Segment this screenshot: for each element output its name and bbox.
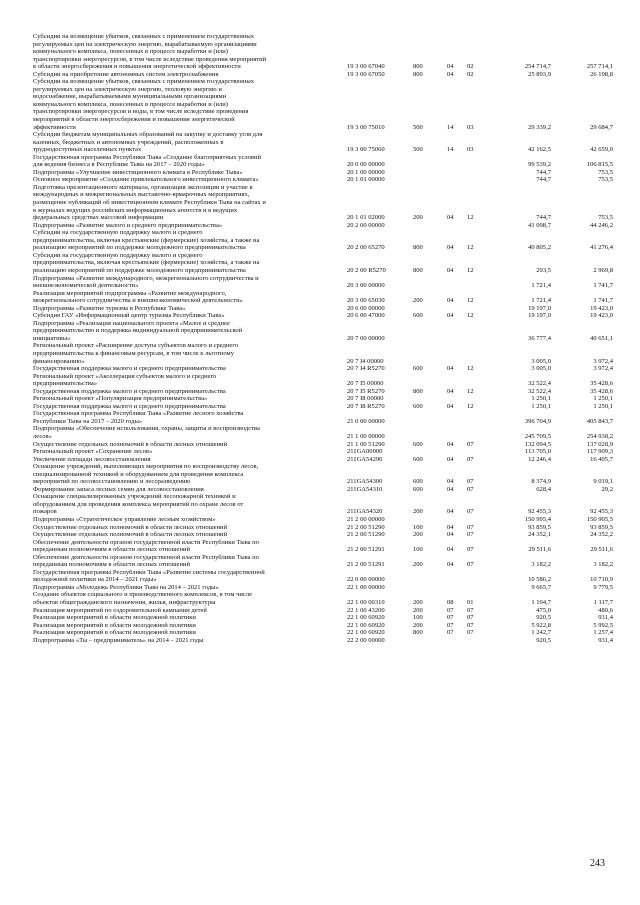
target-article-code: 211GA54320 [347, 508, 383, 516]
subsection-code: 07 [467, 440, 474, 448]
amount-year-1: 293,5 [536, 266, 551, 274]
expense-type-code: 500 [413, 123, 423, 131]
amount-year-2: 3 972,4 [593, 357, 613, 365]
amount-year-2: 2 969,8 [593, 266, 613, 274]
table-row [33, 252, 618, 275]
table-row [33, 531, 618, 539]
amount-year-1: 475,0 [536, 606, 551, 614]
target-article-code: 22 1 00 00000 [347, 583, 385, 591]
expense-type-code: 200 [413, 297, 423, 305]
expense-type-code: 100 [413, 523, 423, 531]
amount-year-2: 1 250,1 [593, 395, 613, 403]
amount-year-2: 106 815,5 [586, 161, 613, 169]
target-article-code: 22 1 00 00310 [347, 599, 385, 607]
amount-year-2: 405 843,7 [586, 417, 613, 425]
amount-year-2: 257 714,1 [586, 63, 613, 71]
subsection-code: 02 [467, 63, 474, 71]
target-article-code: 21 1 00 51290 [347, 440, 385, 448]
section-code: 04 [447, 478, 454, 486]
table-row [33, 448, 618, 456]
amount-year-1: 3 005,0 [531, 357, 551, 365]
row-description: Оснащение учреждений, выполняющих мероприятия по воспроизводству лесов, специализированной техникой и оборудованием для проведения комплекса мероприятий по лесовосстановлению и лесоразведению [33, 463, 259, 486]
amount-year-2: 753,5 [598, 176, 613, 184]
subsection-code: 07 [467, 508, 474, 516]
amount-year-2: 1 741,7 [593, 282, 613, 290]
table-row [33, 614, 618, 622]
amount-year-2: 3 972,4 [593, 365, 613, 373]
target-article-code: 20 1 01 00000 [347, 176, 385, 184]
subsection-code: 12 [467, 266, 474, 274]
target-article-code: 211GA54290 [347, 455, 383, 463]
amount-year-1: 254 714,7 [524, 63, 551, 71]
row-description: Региональный проект «Сохранение лесов» [33, 448, 153, 456]
table-row [33, 365, 618, 373]
target-article-code: 22 0 00 00000 [347, 576, 385, 584]
table-row [33, 320, 618, 343]
section-code: 14 [447, 146, 454, 154]
expense-type-code: 200 [413, 621, 423, 629]
table-row [33, 410, 618, 425]
section-code: 04 [447, 561, 454, 569]
section-code: 04 [447, 546, 454, 554]
row-description: Государственная поддержка малого и среднего предпринимательства [33, 387, 226, 395]
subsection-code: 02 [467, 70, 474, 78]
subsection-code: 07 [467, 606, 474, 614]
amount-year-2: 93 859,5 [590, 523, 613, 531]
table-row [33, 516, 618, 524]
subsection-code: 07 [467, 561, 474, 569]
expense-type-code: 600 [413, 402, 423, 410]
amount-year-1: 99 539,2 [528, 161, 551, 169]
subsection-code: 12 [467, 387, 474, 395]
target-article-code: 20 2 00 R5270 [347, 266, 386, 274]
row-description: Региональный проект «Расширение доступа субъектов малого и среднего предпринимательства к финансовым ресурсам, в том числе к льготному финансированию» [33, 342, 239, 365]
row-description: Создание объектов социального и производственного комплексов, в том числе объектов общегражданского назначения, жилья, инфраструктуры [33, 591, 252, 607]
amount-year-2: 150 905,5 [586, 516, 613, 523]
amount-year-2: 24 352,2 [590, 531, 613, 539]
amount-year-2: 753,5 [598, 214, 613, 222]
amount-year-2: 137 028,9 [586, 440, 613, 448]
expense-type-code: 500 [413, 146, 423, 154]
amount-year-1: 1 721,4 [531, 297, 551, 305]
section-code: 04 [447, 531, 454, 539]
table-row [33, 222, 618, 230]
section-code: 04 [447, 387, 454, 395]
table-row [33, 395, 618, 403]
row-description: Осуществление отдельных полномочий в области лесных отношений [33, 531, 228, 539]
expense-type-code: 200 [413, 531, 423, 539]
expense-type-code: 100 [413, 546, 423, 554]
row-description: Подпрограмма «Обеспечение использования, охраны, защиты и воспроизводства лесов» [33, 425, 260, 440]
section-code: 07 [447, 621, 454, 629]
subsection-code: 12 [467, 312, 474, 320]
amount-year-1: 744,7 [536, 176, 551, 184]
table-row [33, 184, 618, 222]
row-description: Подпрограмма «Ты – предприниматель» на 2014 – 2021 годы [33, 636, 204, 644]
amount-year-2: 92 455,3 [590, 508, 613, 516]
target-article-code: 20 7 I8 00000 [347, 395, 384, 403]
amount-year-2: 1 741,7 [593, 297, 613, 305]
row-description: Субсидии бюджетам муниципальных образований на закупку и доставку угля для казенных, бюджетных и автономных учреждений, расположенных в труднодоступных населенных пунктах [33, 131, 263, 154]
target-article-code: 20 3 00 65030 [347, 297, 385, 305]
expense-type-code: 600 [413, 485, 423, 493]
section-code: 04 [447, 63, 454, 71]
section-code: 04 [447, 508, 454, 516]
subsection-code: 12 [467, 297, 474, 305]
amount-year-2: 5 992,5 [593, 621, 613, 629]
expense-type-code: 100 [413, 614, 423, 622]
expense-type-code: 200 [413, 214, 423, 222]
amount-year-1: 42 162,5 [528, 146, 551, 154]
expense-type-code: 800 [413, 63, 423, 71]
row-description: Государственная программа Республики Тыва «Развитие системы государственной молодежной политики на 2014 – 2021 годы» [33, 568, 265, 584]
amount-year-2: 480,6 [598, 606, 613, 614]
row-description: Реализация мероприятий в области молодежной политики [33, 629, 196, 637]
target-article-code: 22 1 00 60920 [347, 629, 385, 637]
table-row [33, 539, 618, 554]
subsection-code: 01 [467, 599, 474, 607]
target-article-code: 21 1 00 00000 [347, 432, 385, 440]
expense-type-code: 600 [413, 440, 423, 448]
target-article-code: 20 3 00 00000 [347, 282, 385, 290]
row-description: Субсидии на государственную поддержку малого и среднего предпринимательства, включая крестьянские (фермерские) хозяйства, а также на реализацию мероприятий по поддержке молодежного предпринимательства [33, 229, 260, 252]
target-article-code: 22 1 00 60920 [347, 614, 385, 622]
target-article-code: 211GA54310 [347, 485, 383, 493]
table-row [33, 441, 618, 449]
target-article-code: 211GA00000 [347, 448, 383, 456]
target-article-code: 21 2 00 51291 [347, 546, 385, 554]
row-description: Увеличение площади лесовосстановления [33, 455, 151, 463]
row-description: Государственная поддержка малого и среднего предпринимательства [33, 402, 226, 410]
table-row [33, 554, 618, 569]
row-description: Государственная программа Республики Тыва «Создание благоприятных условий для ведения бизнеса в Республике Тыва на 2017 – 2020 годы» [33, 153, 262, 169]
amount-year-1: 25 893,9 [528, 70, 551, 78]
subsection-code: 12 [467, 365, 474, 373]
row-description: Осуществление отдельных полномочий в области лесных отношений [33, 523, 228, 531]
expense-type-code: 600 [413, 455, 423, 463]
amount-year-2: 40 651,1 [590, 334, 613, 342]
row-description: Подпрограмма «Стратегическое управление лесным хозяйством» [33, 516, 216, 523]
target-article-code: 20 2 00 00000 [347, 221, 385, 229]
amount-year-2: 9 019,1 [593, 478, 613, 486]
table-row [33, 312, 618, 320]
row-description: Оснащение специализированных учреждений лесопожарной техникой и оборудованием для проведения комплекса мероприятий по охране лесов от пожаров [33, 493, 244, 516]
row-description: Реализация мероприятий подпрограммы «Развитие международного, межрегионального сотрудничества и внешнеэкономической деятельности» [33, 289, 243, 305]
target-article-code: 21 2 00 51290 [347, 523, 385, 531]
target-article-code: 19 3 00 75060 [347, 146, 385, 154]
expense-type-code: 800 [413, 70, 423, 78]
table-row [33, 275, 618, 290]
row-description: Обеспечение деятельности органов государственной власти Республики Тыва по переданным полномочиям в области лесных отношений [33, 553, 259, 569]
amount-year-2: 1 250,1 [593, 402, 613, 410]
expense-type-code: 600 [413, 478, 423, 486]
row-description: Государственная поддержка малого и среднего предпринимательства [33, 365, 226, 373]
table-row [33, 403, 618, 411]
row-description: Субсидии на возмещение убытков, связанных с применением государственных регулируемых цен на электрическую энергию, вырабатываемую организациями коммунального комплекса, понесенных в процессе выработки и (или) транспортировки энергоресурсов, в том числе вследствие проведения мероприятий в области энергосбережения и повышения энергетической эффективности [33, 33, 267, 71]
subsection-code: 07 [467, 455, 474, 463]
expense-type-code: 600 [413, 365, 423, 373]
expense-type-code: 800 [413, 629, 423, 637]
row-description: Реализация мероприятий по оздоровительной кампании детей [33, 606, 207, 614]
table-row [33, 305, 618, 313]
target-article-code: 21 2 00 51291 [347, 561, 385, 569]
row-description: Подготовка презентационного материала, организация экспозиции и участие в международных и межрегиональных выставочно-ярмарочных мероприятиях, размещение публикаций об инвестиционном климате Республики Тыва на сайтах и в журналах ведущих российских информационных агентств и в ведущих федеральных средствах массовой информации [33, 183, 266, 222]
table-row [33, 154, 618, 169]
target-article-code: 20 6 00 47000 [347, 312, 385, 320]
row-description: Формирование запаса лесных семян для лесовосстановления [33, 485, 204, 493]
amount-year-1: 920,5 [536, 636, 551, 644]
row-description: Подпрограмма «Развитие туризма в Республике Тыва» [33, 304, 186, 312]
table-row [33, 131, 618, 154]
table-row [33, 607, 618, 615]
section-code: 08 [447, 599, 454, 607]
table-row [33, 629, 618, 637]
amount-year-2: 41 276,4 [590, 244, 613, 252]
amount-year-1: 1 104,7 [531, 599, 551, 607]
row-description: Субсидии на государственную поддержку малого и среднего предпринимательства, включая крестьянские (фермерские) хозяйства, а также на реализацию мероприятий по поддержке молодежного предпринимательства [33, 251, 260, 274]
amount-year-1: 132 094,5 [524, 440, 551, 448]
target-article-code: 22 2 00 00000 [347, 636, 385, 644]
amount-year-2: 42 659,0 [590, 146, 613, 154]
section-code: 07 [447, 629, 454, 637]
amount-year-1: 245 709,5 [524, 432, 551, 440]
table-row [33, 637, 618, 645]
table-row [33, 584, 618, 592]
target-article-code: 19 3 00 75010 [347, 123, 385, 131]
amount-year-1: 9 665,7 [531, 583, 551, 591]
amount-year-1: 41 098,7 [528, 221, 551, 229]
row-description: Региональный проект «Акселерация субъектов малого и среднего предпринимательства» [33, 372, 217, 388]
target-article-code: 20 7 I5 R5270 [347, 387, 385, 395]
target-article-code: 21 0 00 00000 [347, 417, 385, 425]
amount-year-2: 9 779,5 [593, 583, 613, 591]
amount-year-2: 753,5 [598, 168, 613, 176]
subsection-code: 03 [467, 123, 474, 131]
target-article-code: 22 1 00 60920 [347, 621, 385, 629]
amount-year-1: 744,7 [536, 214, 551, 222]
row-description: Субсидии на приобретение автономных систем электроснабжения [33, 70, 219, 78]
table-row [33, 78, 618, 131]
amount-year-2: 10 710,9 [590, 576, 613, 584]
section-code: 04 [447, 244, 454, 252]
amount-year-1: 744,7 [536, 168, 551, 176]
row-description: Государственная программа Республики Тыва «Развитие лесного хозяйства Республики Тыва на 2017 – 2020 годы» [33, 410, 244, 425]
amount-year-1: 32 522,4 [528, 387, 551, 395]
table-row [33, 425, 618, 440]
target-article-code: 20 7 I5 00000 [347, 380, 384, 388]
amount-year-1: 93 859,5 [528, 523, 551, 531]
section-code: 14 [447, 123, 454, 131]
row-description: Реализация мероприятий в области молодежной политики [33, 614, 196, 622]
table-row [33, 342, 618, 365]
row-description: Подпрограмма «Улучшение инвестиционного климата в Республике Тыва» [33, 168, 243, 176]
row-description: Субсидия ГАУ «Информационный центр туризма Республики Тыва» [33, 312, 225, 320]
table-row [33, 524, 618, 532]
subsection-code: 03 [467, 146, 474, 154]
row-description: Субсидии на возмещение убытков, связанных с применением государственных регулируемых цен на электрическую энергию, тепловую энергию и водоснабжение, вырабатываемыми муниципальными организациями коммунального комплекса, понесенных в процессе выработки и (или) транспортировки энергоресурсов и воды, в том числе вследствие проведения мероприятий в области энергосбережения и повышения энергетической эффективности [33, 78, 255, 131]
target-article-code: 20 2 00 65270 [347, 244, 385, 252]
amount-year-1: 10 586,2 [528, 576, 551, 584]
target-article-code: 20 7 I4 00000 [347, 357, 384, 365]
budget-table [33, 33, 618, 644]
expense-type-code: 200 [413, 561, 423, 569]
amount-year-1: 5 922,8 [531, 621, 551, 629]
target-article-code: 211GA54300 [347, 478, 383, 486]
target-article-code: 19 3 00 67040 [347, 63, 385, 71]
table-row [33, 622, 618, 630]
amount-year-2: 16 405,7 [590, 455, 613, 463]
expense-type-code: 200 [413, 599, 423, 607]
row-description: Обеспечение деятельности органов государственной власти Республики Тыва по переданным полномочиям в области лесных отношений [33, 538, 259, 554]
amount-year-1: 920,5 [536, 614, 551, 622]
amount-year-1: 1 250,1 [531, 402, 551, 410]
amount-year-1: 113 705,0 [525, 448, 551, 456]
expense-type-code: 600 [413, 312, 423, 320]
section-code: 04 [447, 402, 454, 410]
section-code: 04 [447, 365, 454, 373]
table-row [33, 373, 618, 388]
row-description: Основное мероприятие «Создание привлекательного инвестиционного климата» [33, 176, 259, 184]
row-description: Подпрограмма «Молодежь Республики Тыва на 2014 – 2021 годы» [33, 583, 219, 591]
amount-year-2: 1 257,4 [593, 629, 613, 637]
amount-year-1: 92 455,3 [528, 508, 551, 516]
amount-year-1: 12 246,4 [528, 455, 551, 463]
amount-year-1: 29 511,6 [528, 546, 551, 554]
target-article-code: 20 7 I4 R5270 [347, 365, 385, 373]
amount-year-2: 26 198,8 [590, 70, 613, 78]
section-code: 04 [447, 455, 454, 463]
table-row [33, 463, 618, 486]
target-article-code: 20 1 01 02000 [347, 214, 385, 222]
amount-year-1: 32 522,4 [528, 380, 551, 388]
table-row [33, 486, 618, 494]
table-row [33, 456, 618, 464]
amount-year-2: 931,4 [598, 636, 613, 644]
amount-year-2: 29 511,6 [590, 546, 613, 554]
row-description: Осуществление отдельных полномочий в области лесных отношений [33, 440, 228, 448]
amount-year-2: 19 423,0 [590, 312, 613, 320]
section-code: 04 [447, 523, 454, 531]
amount-year-2: 117 909,3 [587, 448, 613, 456]
row-description: Подпрограмма «Реализация национального проекта «Малое и среднее предпринимательство и поддержка индивидуальной предпринимательской инициативы» [33, 319, 243, 342]
subsection-code: 07 [467, 621, 474, 629]
target-article-code: 20 7 00 00000 [347, 334, 385, 342]
table-row [33, 591, 618, 606]
amount-year-2: 35 428,6 [590, 380, 613, 388]
expense-type-code: 800 [413, 266, 423, 274]
row-description: Региональный проект «Популяризация предпринимательства» [33, 395, 208, 403]
subsection-code: 07 [467, 546, 474, 554]
amount-year-2: 35 428,6 [590, 387, 613, 395]
row-description: Подпрограмма «Развитие малого и среднего предпринимательства» [33, 221, 223, 229]
amount-year-2: 254 938,2 [586, 432, 613, 440]
amount-year-2: 1 117,7 [593, 599, 613, 607]
target-article-code: 22 1 00 43200 [347, 606, 385, 614]
subsection-code: 07 [467, 523, 474, 531]
table-row [33, 290, 618, 305]
amount-year-1: 396 704,9 [524, 417, 551, 425]
amount-year-1: 1 250,1 [531, 395, 551, 403]
section-code: 07 [447, 614, 454, 622]
table-row [33, 229, 618, 252]
table-row [33, 569, 618, 584]
amount-year-2: 44 246,2 [590, 221, 613, 229]
target-article-code: 20 1 00 00000 [347, 168, 385, 176]
table-row [33, 493, 618, 516]
section-code: 07 [447, 606, 454, 614]
section-code: 04 [447, 485, 454, 493]
target-article-code: 20 6 00 00000 [347, 304, 385, 312]
amount-year-2: 931,4 [598, 614, 613, 622]
subsection-code: 07 [467, 478, 474, 486]
expense-type-code: 200 [413, 508, 423, 516]
target-article-code: 20 7 I8 R5270 [347, 402, 385, 410]
table-row [33, 388, 618, 396]
expense-type-code: 800 [413, 387, 423, 395]
row-description: Подпрограмма «Развитие международного, межрегионального сотрудничества и внешнеэкономической деятельности» [33, 274, 259, 290]
target-article-code: 21 2 00 00000 [347, 516, 385, 523]
amount-year-1: 3 182,2 [531, 561, 551, 569]
amount-year-2: 19 423,0 [590, 304, 613, 312]
section-code: 04 [447, 214, 454, 222]
amount-year-1: 29 339,2 [528, 123, 551, 131]
table-row [33, 169, 618, 177]
section-code: 04 [447, 312, 454, 320]
section-code: 04 [447, 70, 454, 78]
table-row [33, 176, 618, 184]
subsection-code: 07 [467, 629, 474, 637]
amount-year-2: 29 684,7 [590, 123, 613, 131]
target-article-code: 20 0 00 00000 [347, 161, 385, 169]
subsection-code: 07 [467, 614, 474, 622]
section-code: 04 [447, 266, 454, 274]
amount-year-1: 19 197,0 [528, 312, 551, 320]
table-row [33, 71, 618, 79]
page-number: 243 [590, 858, 605, 869]
row-description: Реализация мероприятий в области молодежной политики [33, 621, 196, 629]
amount-year-2: 3 182,2 [593, 561, 613, 569]
section-code: 04 [447, 440, 454, 448]
amount-year-1: 628,4 [536, 485, 551, 493]
amount-year-1: 1 242,7 [531, 629, 551, 637]
subsection-code: 12 [467, 244, 474, 252]
target-article-code: 19 3 00 67050 [347, 70, 385, 78]
subsection-code: 12 [467, 402, 474, 410]
amount-year-1: 8 374,9 [531, 478, 551, 486]
amount-year-1: 19 197,0 [528, 304, 551, 312]
section-code: 04 [447, 297, 454, 305]
subsection-code: 07 [467, 531, 474, 539]
expense-type-code: 200 [413, 606, 423, 614]
amount-year-1: 36 777,4 [528, 334, 551, 342]
target-article-code: 21 2 00 51290 [347, 531, 385, 539]
subsection-code: 07 [467, 485, 474, 493]
expense-type-code: 800 [413, 244, 423, 252]
amount-year-1: 24 352,1 [528, 531, 551, 539]
amount-year-1: 3 005,0 [531, 365, 551, 373]
table-row [33, 33, 618, 71]
amount-year-2: 29,2 [601, 485, 613, 493]
subsection-code: 12 [467, 214, 474, 222]
amount-year-1: 1 721,4 [531, 282, 551, 290]
amount-year-1: 150 995,4 [524, 516, 551, 523]
amount-year-1: 40 805,2 [528, 244, 551, 252]
